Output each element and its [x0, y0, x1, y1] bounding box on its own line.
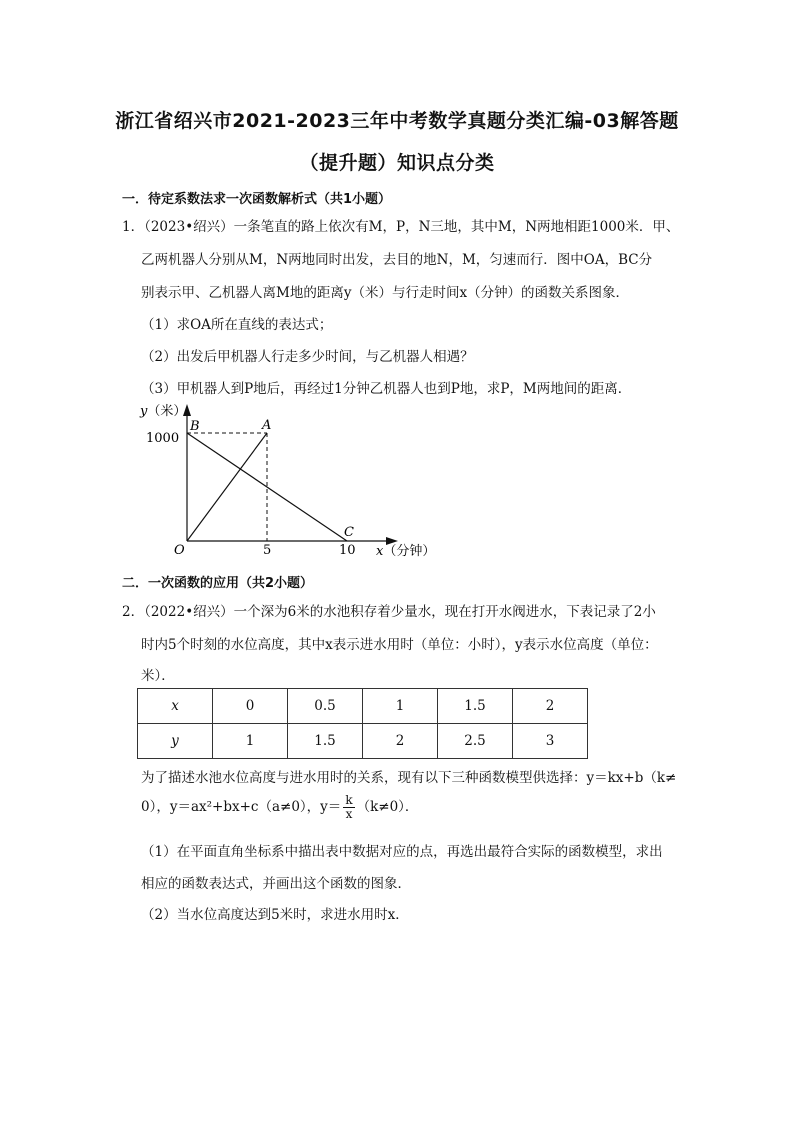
origin-label: O: [174, 543, 185, 558]
q1-graph: [130, 398, 440, 568]
q1-sub3: （3）甲机器人到P地后，再经过1分钟乙机器人也到P地，求P，M两地间的距离．: [141, 381, 632, 397]
point-C-label: C: [344, 525, 354, 540]
table-cell: 2: [363, 724, 438, 759]
q2-model-line2: [141, 794, 418, 821]
table-row-y: [138, 724, 588, 759]
section2-heading: 二．一次函数的应用（共2小题）: [122, 576, 314, 591]
table-cell: 0: [213, 689, 288, 724]
page-title: 浙江省绍兴市2021-2023三年中考数学真题分类汇编-03解答题: [115, 110, 679, 132]
y-tick-1000: 1000: [146, 431, 180, 446]
table-cell: 1: [213, 724, 288, 759]
table-cell: 2: [513, 689, 588, 724]
q1-line1: 1．（2023•绍兴）一条笔直的路上依次有M，P，N三地，其中M，N两地相距1000米．甲、: [122, 219, 680, 235]
table-cell: 2.5: [438, 724, 513, 759]
table-cell: y: [138, 724, 213, 759]
q2-model-line2a: 0），y＝ax²+bx+c（a≠0），y＝: [141, 799, 342, 815]
fraction-denominator: x: [345, 807, 353, 821]
x-tick-5: 5: [263, 543, 272, 558]
point-A-label: A: [262, 418, 272, 433]
fraction-numerator: k: [345, 793, 353, 807]
table-cell: 3: [513, 724, 588, 759]
q1-sub2: （2）出发后甲机器人行走多少时间，与乙机器人相遇？: [141, 349, 474, 365]
q2-sub1-line1: （1）在平面直角坐标系中描出表中数据对应的点，再选出最符合实际的函数模型，求出: [141, 844, 663, 860]
q2-sub2: （2）当水位高度达到5米时，求进水用时x．: [141, 907, 409, 923]
q2-line1: 2．（2022•绍兴）一个深为6米的水池积存着少量水，现在打开水阀进水，下表记录了2小: [122, 604, 656, 620]
table-row-x: [138, 689, 588, 724]
table-cell: 0.5: [288, 689, 363, 724]
q1-line3: 别表示甲、乙机器人离M地的距离y（米）与行走时间x（分钟）的函数关系图象．: [141, 285, 630, 301]
y-axis-label: y（米）: [140, 404, 187, 419]
q2-line2: 时内5个时刻的水位高度，其中x表示进水用时（单位：小时），y表示水位高度（单位：: [141, 637, 658, 653]
line-OA: [187, 433, 267, 541]
q2-line3: 米）．: [141, 668, 175, 684]
x-tick-10: 10: [339, 543, 356, 558]
table-cell: 1.5: [438, 689, 513, 724]
q2-sub1-line2: 相应的函数表达式，并画出这个函数的图象．: [141, 876, 411, 892]
table-cell: 1: [363, 689, 438, 724]
q2-data-table: [137, 688, 588, 759]
q2-model-line2b: （k≠0）．: [356, 799, 419, 815]
point-B-label: B: [190, 419, 200, 434]
section1-heading: 一．待定系数法求一次函数解析式（共1小题）: [122, 192, 392, 207]
q2-model-line1: 为了描述水池水位高度与进水用时的关系，现有以下三种函数模型供选择：y＝kx+b（k≠: [141, 770, 677, 786]
x-axis-label: x（分钟）: [376, 544, 436, 559]
table-cell: 1.5: [288, 724, 363, 759]
table-cell: x: [138, 689, 213, 724]
q1-sub1: （1）求OA所在直线的表达式；: [141, 317, 333, 333]
fraction-k-over-x: [343, 794, 354, 821]
page-subtitle: （提升题）知识点分类: [299, 152, 495, 174]
q1-line2: 乙两机器人分别从M，N两地同时出发，去目的地N，M，匀速而行．图中OA，BC分: [141, 252, 653, 268]
